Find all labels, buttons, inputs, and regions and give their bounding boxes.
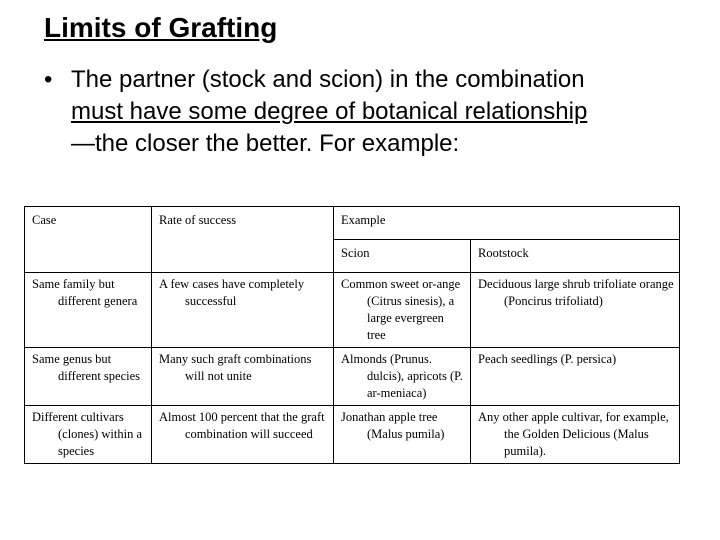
header-rootstock-label: Rootstock xyxy=(478,246,529,260)
header-example xyxy=(334,207,680,240)
cell-case xyxy=(25,273,152,348)
header-scion-label: Scion xyxy=(341,246,370,260)
cell-scion-text: Common sweet or-ange (Citrus sinesis), a large evergreen tree xyxy=(341,277,461,342)
cell-scion xyxy=(334,348,471,406)
cell-rootstock-text: Deciduous large shrub trifoliate orange (Poncirus trifoliatd) xyxy=(478,277,674,308)
cell-scion-text: Almonds (Prunus. dulcis), apricots (P. ar-meniaca) xyxy=(341,352,463,400)
cell-rate-text: A few cases have completely successful xyxy=(159,277,305,308)
grafting-limits-table xyxy=(24,206,680,464)
cell-scion xyxy=(334,273,471,348)
cell-rate xyxy=(152,273,334,348)
cell-rootstock-text: Any other apple cultivar, for example, the Golden Delicious (Malus pumila). xyxy=(478,410,669,458)
cell-rate-text: Many such graft combinations will not unite xyxy=(159,352,312,383)
cell-rate xyxy=(152,406,334,464)
cell-scion xyxy=(334,406,471,464)
bullet-line-1: The partner (stock and scion) in the combination xyxy=(71,66,585,93)
bullet-marker: • xyxy=(44,66,53,93)
table-row xyxy=(25,406,680,464)
table-header-row xyxy=(25,207,680,240)
header-rate-label: Rate of success xyxy=(159,213,237,227)
cell-rootstock-text: Peach seedlings (P. persica) xyxy=(478,352,617,366)
cell-case xyxy=(25,406,152,464)
cell-rootstock xyxy=(471,348,680,406)
header-scion xyxy=(334,240,471,273)
header-case-label: Case xyxy=(32,213,57,227)
cell-rate xyxy=(152,348,334,406)
header-example-label: Example xyxy=(341,213,386,227)
cell-scion-text: Jonathan apple tree (Malus pumila) xyxy=(341,410,445,441)
header-rate xyxy=(152,207,334,273)
cell-rootstock xyxy=(471,273,680,348)
bullet-line-3: —the closer the better. For example: xyxy=(71,130,460,157)
cell-case-text: Same genus but different species xyxy=(32,352,141,383)
cell-case xyxy=(25,348,152,406)
cell-rootstock xyxy=(471,406,680,464)
cell-rate-text: Almost 100 percent that the graft combination will succeed xyxy=(159,410,325,441)
cell-case-text: Different cultivars (clones) within a species xyxy=(32,410,143,458)
bullet-line-2: must have some degree of botanical relationship xyxy=(71,98,588,125)
table-row xyxy=(25,273,680,348)
table-row xyxy=(25,348,680,406)
slide-title: Limits of Grafting xyxy=(44,12,278,43)
header-case xyxy=(25,207,152,273)
cell-case-text: Same family but different genera xyxy=(32,277,138,308)
header-rootstock xyxy=(471,240,680,273)
